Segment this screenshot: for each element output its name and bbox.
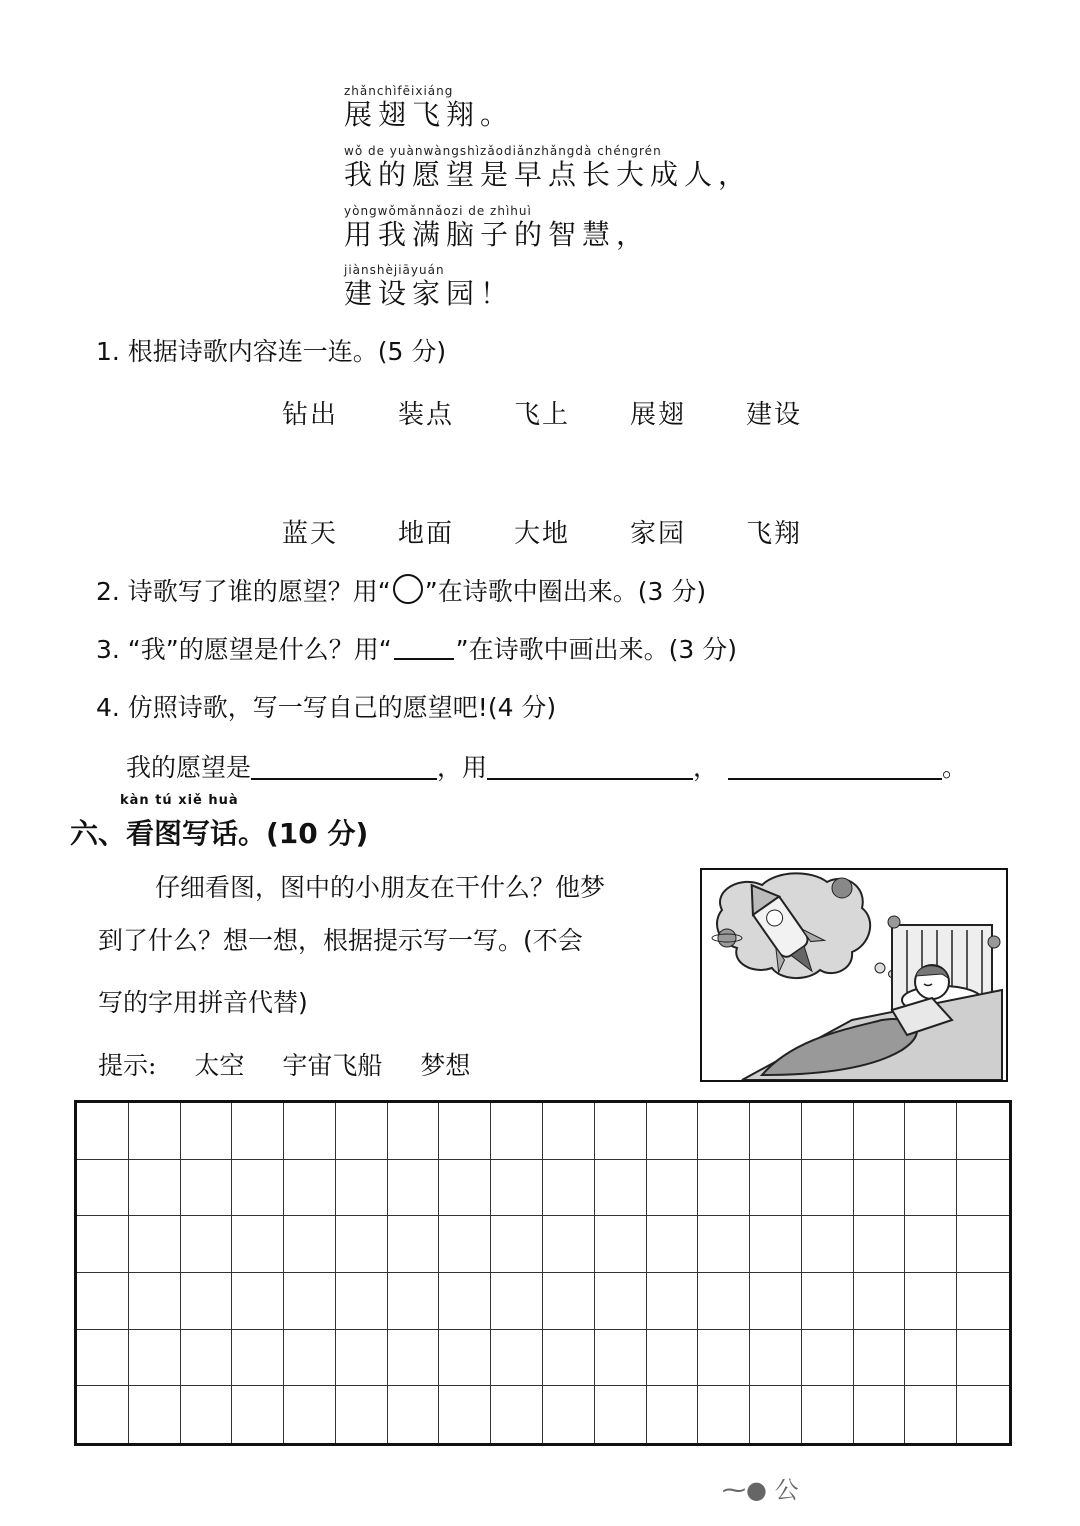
grid-cell[interactable]	[284, 1160, 336, 1217]
sleeping-boy-illustration	[702, 870, 1006, 1080]
grid-cell[interactable]	[232, 1386, 284, 1443]
grid-cell[interactable]	[129, 1216, 181, 1273]
grid-cell[interactable]	[957, 1273, 1009, 1330]
match-top-word[interactable]: 展翅	[630, 400, 687, 430]
match-bottom-word[interactable]: 蓝天	[282, 519, 339, 549]
section-6-paragraph-line: 到了什么？想一想，根据提示写一写。(不会	[98, 926, 583, 955]
question-3	[96, 634, 737, 666]
grid-cell[interactable]	[336, 1216, 388, 1273]
grid-cell[interactable]	[77, 1273, 129, 1330]
grid-cell[interactable]	[957, 1216, 1009, 1273]
grid-cell[interactable]	[750, 1386, 802, 1443]
grid-cell[interactable]	[802, 1273, 854, 1330]
grid-cell[interactable]	[232, 1216, 284, 1273]
grid-cell[interactable]	[232, 1330, 284, 1387]
grid-cell[interactable]	[905, 1216, 957, 1273]
grid-cell[interactable]	[543, 1160, 595, 1217]
match-top-word[interactable]: 飞上	[514, 400, 571, 430]
hint-word: 太空	[194, 1051, 245, 1080]
grid-cell[interactable]	[854, 1330, 906, 1387]
writing-grid[interactable]	[74, 1100, 1012, 1446]
grid-cell[interactable]	[595, 1386, 647, 1443]
hanzi: 用我满脑子的智慧，	[344, 218, 651, 251]
grid-cell[interactable]	[491, 1330, 543, 1387]
grid-cell[interactable]	[77, 1386, 129, 1443]
grid-cell[interactable]	[284, 1103, 336, 1160]
grid-cell[interactable]	[491, 1103, 543, 1160]
grid-cell[interactable]	[905, 1160, 957, 1217]
answer-blank-1[interactable]	[251, 752, 437, 780]
pinyin: yòngwǒmǎnnǎozi de zhìhuì	[344, 204, 532, 218]
grid-cell[interactable]	[647, 1216, 699, 1273]
match-top-word[interactable]: 钻出	[282, 400, 339, 430]
grid-cell[interactable]	[284, 1386, 336, 1443]
fill-text: ，	[693, 753, 719, 782]
grid-cell[interactable]	[802, 1386, 854, 1443]
section-6-paragraph-line: 写的字用拼音代替)	[98, 988, 308, 1017]
grid-cell[interactable]	[77, 1160, 129, 1217]
grid-cell[interactable]	[905, 1273, 957, 1330]
grid-cell[interactable]	[698, 1386, 750, 1443]
grid-cell[interactable]	[698, 1216, 750, 1273]
grid-cell[interactable]	[129, 1273, 181, 1330]
question-4-fill-line	[126, 752, 967, 784]
grid-cell[interactable]	[439, 1160, 491, 1217]
grid-cell[interactable]	[284, 1216, 336, 1273]
match-top-word[interactable]: 装点	[398, 400, 455, 430]
hint-row	[98, 1046, 500, 1082]
grid-cell[interactable]	[77, 1103, 129, 1160]
poem-line-3	[344, 204, 650, 252]
grid-cell[interactable]	[388, 1330, 440, 1387]
match-bottom-word[interactable]: 大地	[514, 519, 571, 549]
grid-cell[interactable]	[543, 1330, 595, 1387]
fill-text: 我的愿望是	[126, 753, 252, 782]
grid-cell[interactable]	[802, 1160, 854, 1217]
grid-cell[interactable]	[439, 1273, 491, 1330]
grid-cell[interactable]	[957, 1330, 1009, 1387]
grid-cell[interactable]	[595, 1330, 647, 1387]
grid-cell[interactable]	[750, 1330, 802, 1387]
grid-cell[interactable]	[543, 1216, 595, 1273]
grid-cell[interactable]	[698, 1273, 750, 1330]
question-2-text-b: ”在诗歌中圈出来。(3 分)	[424, 577, 707, 606]
match-bottom-word[interactable]: 家园	[630, 519, 687, 549]
grid-cell[interactable]	[439, 1330, 491, 1387]
grid-cell[interactable]	[439, 1386, 491, 1443]
grid-cell[interactable]	[284, 1273, 336, 1330]
grid-cell[interactable]	[647, 1386, 699, 1443]
grid-cell[interactable]	[336, 1386, 388, 1443]
hanzi: 建设家园！	[344, 277, 515, 310]
poem-line-4	[344, 263, 514, 311]
pinyin: wǒ de yuànwàngshìzǎodiǎnzhǎngdà chéngrén	[344, 144, 662, 158]
grid-cell[interactable]	[181, 1273, 233, 1330]
grid-cell[interactable]	[543, 1386, 595, 1443]
answer-blank-3[interactable]	[728, 752, 942, 780]
grid-cell[interactable]	[336, 1160, 388, 1217]
grid-cell[interactable]	[647, 1160, 699, 1217]
grid-cell[interactable]	[181, 1103, 233, 1160]
grid-cell[interactable]	[698, 1160, 750, 1217]
grid-cell[interactable]	[491, 1160, 543, 1217]
grid-cell[interactable]	[698, 1103, 750, 1160]
grid-cell[interactable]	[750, 1216, 802, 1273]
section-6-pinyin: kàn tú xiě huà	[120, 793, 239, 808]
grid-cell[interactable]	[750, 1160, 802, 1217]
grid-cell[interactable]	[491, 1273, 543, 1330]
grid-cell[interactable]	[802, 1216, 854, 1273]
poem-line-2	[344, 144, 752, 192]
grid-cell[interactable]	[129, 1330, 181, 1387]
grid-cell[interactable]	[388, 1160, 440, 1217]
hint-word: 宇宙飞船	[282, 1051, 383, 1080]
grid-cell[interactable]	[232, 1160, 284, 1217]
grid-cell[interactable]	[388, 1103, 440, 1160]
grid-cell[interactable]	[388, 1216, 440, 1273]
watermark-text: 公	[774, 1476, 799, 1504]
section-6-title: 六、看图写话。(10 分)	[70, 817, 369, 850]
grid-cell[interactable]	[647, 1273, 699, 1330]
question-3-text-b: ”在诗歌中画出来。(3 分)	[455, 635, 737, 664]
watermark-icon: ⁓●	[722, 1476, 767, 1504]
grid-cell[interactable]	[439, 1103, 491, 1160]
grid-cell[interactable]	[388, 1273, 440, 1330]
grid-cell[interactable]	[905, 1386, 957, 1443]
hint-label: 提示:	[98, 1051, 157, 1080]
grid-cell[interactable]	[336, 1103, 388, 1160]
grid-cell[interactable]	[543, 1273, 595, 1330]
grid-cell[interactable]	[232, 1273, 284, 1330]
poem-line-1	[344, 84, 514, 132]
grid-cell[interactable]	[750, 1273, 802, 1330]
grid-cell[interactable]	[854, 1216, 906, 1273]
grid-cell[interactable]	[181, 1386, 233, 1443]
pinyin: zhǎnchìfēixiáng	[344, 84, 454, 98]
match-bottom-word[interactable]: 地面	[398, 519, 455, 549]
hint-word: 梦想	[420, 1051, 471, 1080]
grid-cell[interactable]	[491, 1216, 543, 1273]
grid-cell[interactable]	[181, 1216, 233, 1273]
match-top-word[interactable]: 建设	[746, 400, 803, 430]
grid-cell[interactable]	[129, 1386, 181, 1443]
grid-cell[interactable]	[957, 1386, 1009, 1443]
grid-cell[interactable]	[595, 1273, 647, 1330]
grid-cell[interactable]	[129, 1160, 181, 1217]
grid-cell[interactable]	[336, 1273, 388, 1330]
grid-cell[interactable]	[491, 1386, 543, 1443]
grid-cell[interactable]	[77, 1216, 129, 1273]
grid-cell[interactable]	[181, 1330, 233, 1387]
grid-cell[interactable]	[129, 1103, 181, 1160]
grid-cell[interactable]	[802, 1103, 854, 1160]
grid-cell[interactable]	[181, 1160, 233, 1217]
question-3-text-a: 3. “我”的愿望是什么？用“	[96, 635, 392, 664]
grid-cell[interactable]	[802, 1330, 854, 1387]
grid-cell[interactable]	[750, 1103, 802, 1160]
answer-blank-2[interactable]	[487, 752, 693, 780]
hanzi: 我的愿望是早点长大成人，	[344, 158, 753, 191]
grid-cell[interactable]	[439, 1216, 491, 1273]
grid-cell[interactable]	[595, 1216, 647, 1273]
underline-icon	[394, 636, 454, 660]
grid-cell[interactable]	[595, 1160, 647, 1217]
grid-cell[interactable]	[854, 1386, 906, 1443]
grid-cell[interactable]	[647, 1103, 699, 1160]
grid-cell[interactable]	[854, 1273, 906, 1330]
match-bottom-word[interactable]: 飞翔	[746, 519, 803, 549]
grid-cell[interactable]	[905, 1103, 957, 1160]
grid-cell[interactable]	[388, 1386, 440, 1443]
question-2-text-a: 2. 诗歌写了谁的愿望？用“	[96, 577, 391, 606]
grid-cell[interactable]	[854, 1103, 906, 1160]
grid-cell[interactable]	[957, 1160, 1009, 1217]
grid-cell[interactable]	[284, 1330, 336, 1387]
question-2	[96, 574, 706, 608]
grid-cell[interactable]	[698, 1330, 750, 1387]
question-4-label: 4. 仿照诗歌，写一写自己的愿望吧!(4 分)	[96, 693, 557, 722]
grid-cell[interactable]	[595, 1103, 647, 1160]
pinyin: jiànshèjiāyuán	[344, 263, 445, 277]
grid-cell[interactable]	[854, 1160, 906, 1217]
grid-cell[interactable]	[905, 1330, 957, 1387]
dream-illustration	[700, 868, 1008, 1082]
grid-cell[interactable]	[647, 1330, 699, 1387]
section-6-paragraph-line: 仔细看图，图中的小朋友在干什么？他梦	[155, 873, 606, 902]
grid-cell[interactable]	[957, 1103, 1009, 1160]
fill-text: 。	[942, 753, 968, 782]
fill-text: ，用	[437, 753, 488, 782]
circle-icon	[393, 574, 423, 604]
grid-cell[interactable]	[232, 1103, 284, 1160]
question-1-label: 1. 根据诗歌内容连一连。(5 分)	[96, 337, 447, 366]
hanzi: 展翅飞翔。	[344, 98, 515, 131]
watermark	[722, 1470, 799, 1505]
grid-cell[interactable]	[77, 1330, 129, 1387]
grid-cell[interactable]	[543, 1103, 595, 1160]
grid-cell[interactable]	[336, 1330, 388, 1387]
